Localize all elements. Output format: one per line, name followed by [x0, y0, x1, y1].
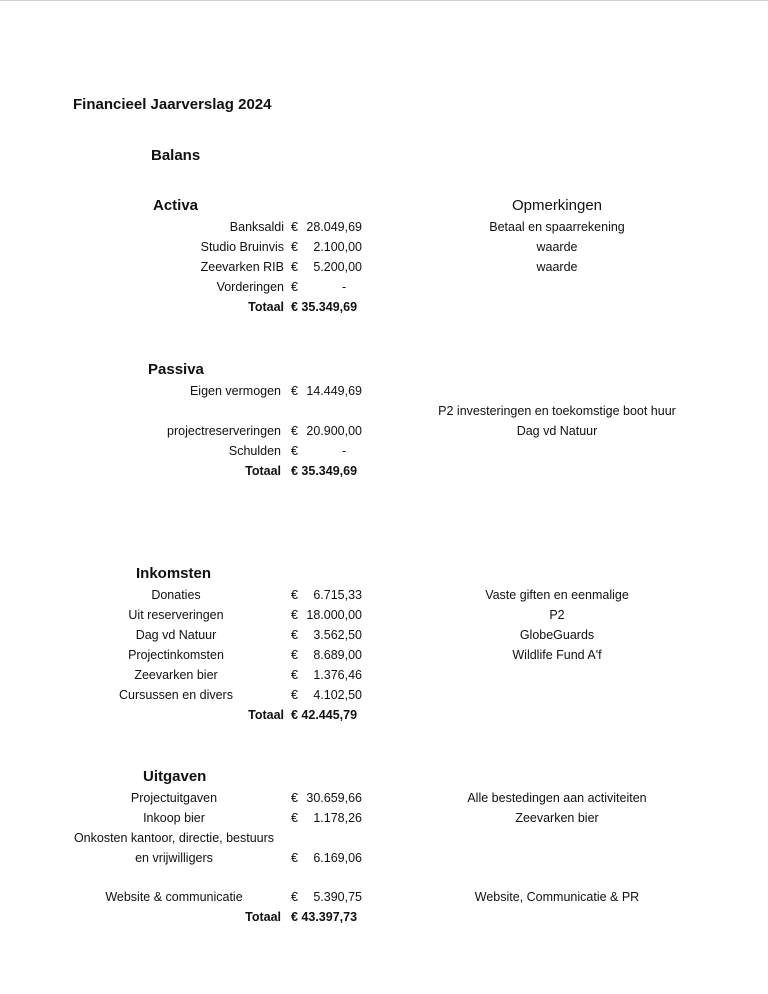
passiva-heading: Passiva: [148, 361, 204, 378]
row-amount: 2.100,00: [313, 240, 362, 254]
currency-symbol: €: [291, 384, 298, 398]
total-label: Totaal: [245, 464, 281, 478]
page-title: Financieel Jaarverslag 2024: [73, 96, 272, 113]
top-border: [0, 0, 768, 1]
row-label: Onkosten kantoor, directie, bestuurs: [73, 831, 275, 845]
currency-symbol: €: [291, 424, 298, 438]
total-label: Totaal: [245, 910, 281, 924]
row-amount: 5.200,00: [313, 260, 362, 274]
row-amount: 18.000,00: [306, 608, 362, 622]
row-amount: 1.376,46: [313, 668, 362, 682]
row-label: Uit reserveringen: [128, 608, 224, 622]
currency-symbol: €: [291, 811, 298, 825]
row-remark: P2: [549, 608, 565, 622]
currency-symbol: €: [291, 648, 298, 662]
currency-symbol: €: [291, 851, 298, 865]
row-remark: GlobeGuards: [519, 628, 595, 642]
currency-symbol: €: [291, 280, 298, 294]
currency-symbol: €: [291, 240, 298, 254]
currency-symbol: €: [291, 791, 298, 805]
row-label: Website & communicatie: [105, 890, 243, 904]
row-remark: Wildlife Fund A'f: [512, 648, 602, 662]
activa-heading: Activa: [153, 197, 199, 214]
row-remark: waarde: [536, 260, 578, 274]
row-amount: 8.689,00: [313, 648, 362, 662]
row-remark: Dag vd Natuur: [516, 424, 598, 438]
row-label: projectreserveringen: [167, 424, 281, 438]
row-remark: Betaal en spaarrekening: [489, 220, 625, 234]
total-label: Totaal: [248, 300, 284, 314]
total-value: € 35.349,69: [291, 464, 358, 478]
row-amount: -: [342, 280, 347, 294]
currency-symbol: €: [291, 260, 298, 274]
total-value: € 43.397,73: [291, 910, 358, 924]
row-amount: 6.169,06: [313, 851, 362, 865]
total-label: Totaal: [248, 708, 284, 722]
row-label: Zeevarken bier: [134, 668, 218, 682]
row-remark: waarde: [536, 240, 578, 254]
row-amount: 5.390,75: [313, 890, 362, 904]
row-label: Vorderingen: [216, 280, 284, 294]
uitgaven-heading: Uitgaven: [143, 768, 207, 785]
row-remark: Website, Communicatie & PR: [474, 890, 640, 904]
row-amount: 28.049,69: [306, 220, 362, 234]
row-remark: Zeevarken bier: [515, 811, 599, 825]
row-label: Donaties: [151, 588, 201, 602]
row-remark: Alle bestedingen aan activiteiten: [467, 791, 647, 805]
row-label: en vrijwilligers: [135, 851, 213, 865]
currency-symbol: €: [291, 890, 298, 904]
row-label: Projectinkomsten: [128, 648, 224, 662]
row-label: Dag vd Natuur: [135, 628, 217, 642]
row-label: Cursussen en divers: [119, 688, 233, 702]
opmerkingen-heading: Opmerkingen: [511, 197, 603, 214]
currency-symbol: €: [291, 220, 298, 234]
row-label: Studio Bruinvis: [200, 240, 284, 254]
row-label: Schulden: [228, 444, 281, 458]
row-amount: 30.659,66: [306, 791, 362, 805]
row-amount: 1.178,26: [313, 811, 362, 825]
row-remark: Vaste giften en eenmalige: [485, 588, 629, 602]
row-amount: 20.900,00: [306, 424, 362, 438]
currency-symbol: €: [291, 628, 298, 642]
currency-symbol: €: [291, 444, 298, 458]
currency-symbol: €: [291, 608, 298, 622]
row-label: Inkoop bier: [143, 811, 205, 825]
inkomsten-heading: Inkomsten: [136, 565, 212, 582]
row-remark: P2 investeringen en toekomstige boot huur: [438, 404, 676, 418]
balans-heading: Balans: [151, 147, 201, 164]
total-value: € 42.445,79: [291, 708, 358, 722]
total-value: € 35.349,69: [291, 300, 358, 314]
row-amount: 4.102,50: [313, 688, 362, 702]
currency-symbol: €: [291, 688, 298, 702]
row-label: Eigen vermogen: [189, 384, 281, 398]
row-amount: -: [342, 444, 347, 458]
row-amount: 3.562,50: [313, 628, 362, 642]
currency-symbol: €: [291, 668, 298, 682]
row-amount: 6.715,33: [313, 588, 362, 602]
row-label: Banksaldi: [229, 220, 284, 234]
currency-symbol: €: [291, 588, 298, 602]
row-amount: 14.449,69: [306, 384, 362, 398]
row-label: Projectuitgaven: [130, 791, 218, 805]
row-label: Zeevarken RIB: [200, 260, 284, 274]
